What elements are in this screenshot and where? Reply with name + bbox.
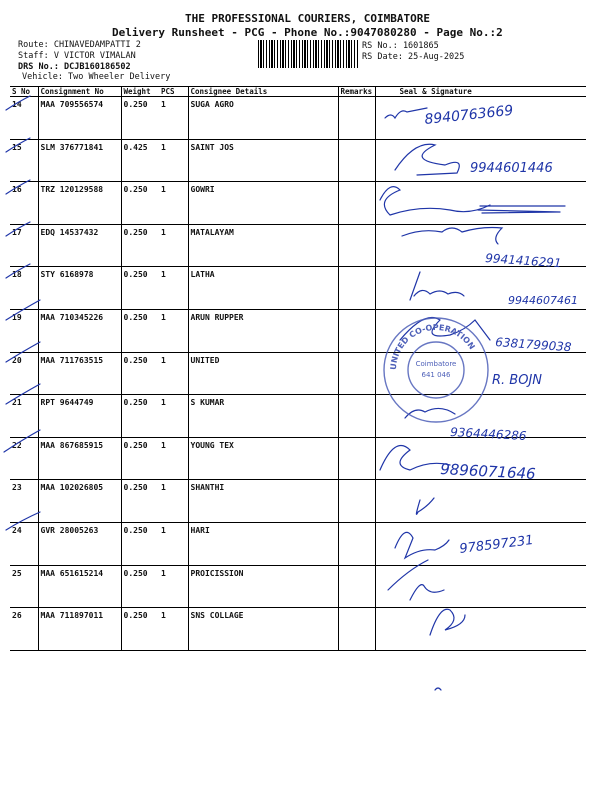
cell-remarks (338, 522, 375, 565)
cell-consignee: YOUNG TEX (188, 437, 338, 480)
cell-consignee: S KUMAR (188, 395, 338, 438)
cell-remarks (338, 182, 375, 225)
cell-consignment: MAA 709556574 (38, 97, 121, 140)
cell-consignee: ARUN RUPPER (188, 309, 338, 352)
handwritten-phone: 9896071646 (439, 460, 537, 483)
cell-consignee: PROICISSION (188, 565, 338, 608)
table-row (10, 608, 586, 651)
handwritten-phone: 9941416291 (484, 251, 562, 271)
delivery-table (10, 86, 586, 651)
cell-sno: 26 (10, 608, 38, 651)
table-row (10, 267, 586, 310)
cell-remarks (338, 224, 375, 267)
cell-sno: 20 (10, 352, 38, 395)
cell-signature (375, 267, 586, 310)
table-header-row (10, 87, 586, 97)
table-row (10, 437, 586, 480)
cell-sno: 25 (10, 565, 38, 608)
cell-sno: 17 (10, 224, 38, 267)
cell-pcs: 1 (159, 608, 188, 651)
cell-sno: 21 (10, 395, 38, 438)
handwritten-phone: 9944601446 (470, 161, 553, 176)
runsheet-subtitle: Delivery Runsheet - PCG - Phone No.:9047080280 - Page No.:2 (112, 26, 503, 39)
cell-signature (375, 522, 586, 565)
handwritten-name: R. BOJN (492, 373, 543, 388)
cell-sno: 22 (10, 437, 38, 480)
cell-signature (375, 97, 586, 140)
table-row (10, 97, 586, 140)
cell-signature (375, 182, 586, 225)
cell-weight: 0.250 (121, 224, 159, 267)
cell-weight: 0.250 (121, 565, 159, 608)
handwritten-phone: 8940763669 (423, 102, 515, 128)
cell-consignment: MAA 711897011 (38, 608, 121, 651)
cell-sno: 24 (10, 522, 38, 565)
cell-consignee: SAINT JOS (188, 139, 338, 182)
cell-remarks (338, 267, 375, 310)
cell-weight: 0.250 (121, 480, 159, 523)
cell-pcs: 1 (159, 437, 188, 480)
table-row (10, 182, 586, 225)
cell-pcs: 1 (159, 480, 188, 523)
route-label: Route: CHINAVEDAMPATTI 2 (18, 40, 141, 50)
cell-sno: 23 (10, 480, 38, 523)
table-row (10, 480, 586, 523)
cell-consignment: EDQ 14537432 (38, 224, 121, 267)
barcode (258, 40, 358, 68)
table-row (10, 309, 586, 352)
cell-remarks (338, 480, 375, 523)
cell-sno: 14 (10, 97, 38, 140)
cell-consignment: MAA 102026805 (38, 480, 121, 523)
cell-consignee: SHANTHI (188, 480, 338, 523)
cell-remarks (338, 565, 375, 608)
cell-consignment: MAA 867685915 (38, 437, 121, 480)
col-remarks: Remarks (338, 87, 375, 97)
handwritten-phone: 978597231 (458, 533, 535, 557)
cell-consignment: MAA 651615214 (38, 565, 121, 608)
cell-consignment: MAA 711763515 (38, 352, 121, 395)
cell-signature (375, 565, 586, 608)
staff-label: Staff: V VICTOR VIMALAN (18, 51, 136, 61)
stamp-city: Coimbatore (415, 360, 457, 368)
col-pcs: PCS (159, 87, 188, 97)
table-row (10, 352, 586, 395)
cell-remarks (338, 309, 375, 352)
cell-weight: 0.250 (121, 267, 159, 310)
cell-pcs: 1 (159, 352, 188, 395)
rs-number: RS No.: 1601865 (362, 41, 439, 51)
cell-consignee: MATALAYAM (188, 224, 338, 267)
cell-consignee: HARI (188, 522, 338, 565)
cell-weight: 0.250 (121, 352, 159, 395)
cell-remarks (338, 608, 375, 651)
table-row (10, 565, 586, 608)
vehicle-label: Vehicle: Two Wheeler Delivery (22, 72, 171, 82)
cell-consignee: UNITED (188, 352, 338, 395)
cell-consignment: TRZ 120129588 (38, 182, 121, 225)
cell-signature (375, 224, 586, 267)
rs-date: RS Date: 25-Aug-2025 (362, 52, 465, 62)
cell-pcs: 1 (159, 309, 188, 352)
cell-consignee: LATHA (188, 267, 338, 310)
cell-signature (375, 437, 586, 480)
cell-weight: 0.250 (121, 437, 159, 480)
cell-pcs: 1 (159, 267, 188, 310)
table-row (10, 139, 586, 182)
cell-weight: 0.250 (121, 608, 159, 651)
col-signature: Seal & Signature (375, 87, 586, 97)
cell-weight: 0.425 (121, 139, 159, 182)
cell-signature (375, 608, 586, 651)
cell-consignment: STY 6168978 (38, 267, 121, 310)
cell-weight: 0.250 (121, 182, 159, 225)
handwritten-phone: 6381799038 (494, 335, 572, 355)
table-row (10, 522, 586, 565)
col-sno: S No (10, 87, 38, 97)
cell-signature (375, 395, 586, 438)
cell-pcs: 1 (159, 565, 188, 608)
cell-weight: 0.250 (121, 97, 159, 140)
cell-sno: 16 (10, 182, 38, 225)
col-weight: Weight (121, 87, 159, 97)
cell-signature (375, 352, 586, 395)
cell-consignee: SUGA AGRO (188, 97, 338, 140)
cell-consignment: RPT 9644749 (38, 395, 121, 438)
cell-remarks (338, 437, 375, 480)
cell-pcs: 1 (159, 97, 188, 140)
cell-remarks (338, 352, 375, 395)
company-title: THE PROFESSIONAL COURIERS, COIMBATORE (185, 12, 431, 25)
cell-weight: 0.250 (121, 395, 159, 438)
drs-number: DRS No.: DCJB160186502 (18, 62, 131, 72)
table-row (10, 395, 586, 438)
cell-pcs: 1 (159, 395, 188, 438)
cell-pcs: 1 (159, 522, 188, 565)
stamp-pin: 641 046 (421, 371, 451, 379)
cell-consignee: SNS COLLAGE (188, 608, 338, 651)
cell-consignment: SLM 376771841 (38, 139, 121, 182)
cell-weight: 0.250 (121, 522, 159, 565)
cell-remarks (338, 97, 375, 140)
cell-consignee: GOWRI (188, 182, 338, 225)
cell-pcs: 1 (159, 224, 188, 267)
col-consignee: Consignee Details (188, 87, 338, 97)
signature-scribble (435, 688, 441, 690)
cell-signature (375, 139, 586, 182)
cell-sno: 18 (10, 267, 38, 310)
handwritten-phone: 9944607461 (508, 294, 578, 307)
col-consignment: Consignment No (38, 87, 121, 97)
table-row (10, 224, 586, 267)
stamp-ring-text: UNITED CO-OPERATION (388, 322, 477, 371)
cell-signature (375, 309, 586, 355)
cell-remarks (338, 395, 375, 438)
cell-remarks (338, 139, 375, 182)
cell-sno: 19 (10, 309, 38, 352)
handwritten-phone: 9364446286 (449, 425, 527, 443)
cell-sno: 15 (10, 139, 38, 182)
cell-consignment: MAA 710345226 (38, 309, 121, 352)
cell-pcs: 1 (159, 182, 188, 225)
cell-signature (375, 480, 586, 523)
cell-consignment: GVR 28005263 (38, 522, 121, 565)
cell-weight: 0.250 (121, 309, 159, 352)
cell-pcs: 1 (159, 139, 188, 182)
